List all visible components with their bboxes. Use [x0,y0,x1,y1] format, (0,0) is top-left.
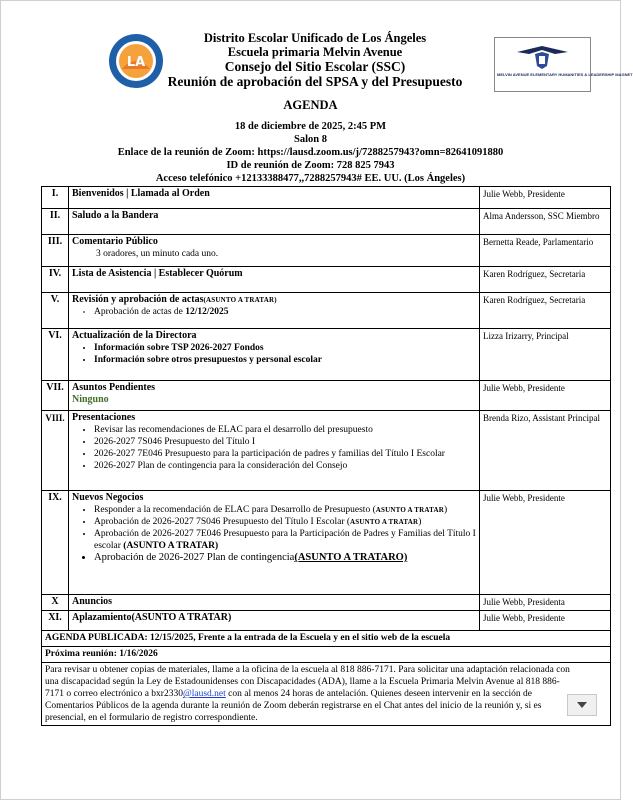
list-item: • Aprobación de 2026-2027 Plan de contingencia(ASUNTO A TRATARO) [94,552,476,564]
item-presenter: Bernetta Reade, Parlamentario [480,235,611,267]
item-title: Asuntos Pendientes [72,382,156,393]
list-item: • Aprobación de 2026-2027 7E046 Presupuesto para la Participación de Padres y Familias del Título I escolar (ASUNTO A TRATAR) [94,528,476,552]
item-title: Comentario Público [72,236,158,247]
zoom-id: ID de reunión de Zoom: 728 825 7943 [226,160,395,171]
published-notice: AGENDA PUBLICADA: 12/15/2025, Frente a la entrada de la Escuela y en el sitio web de la escuela [45,633,451,643]
item-number: VII. [42,381,69,411]
item-presenter: Brenda Rizo, Assistant Principal [480,411,611,491]
agenda-row [42,235,611,267]
agenda-row [42,293,611,329]
list-item: • 2026-2027 7E046 Presupuesto para la participación de padres y familias del Título I Escolar [94,448,476,460]
agenda-title: AGENDA [283,98,338,112]
item-title: Actualización de la Directora [72,330,197,341]
item-number: IV. [42,267,69,293]
item-number: II. [42,209,69,235]
item-title: Presentaciones [72,412,136,423]
item-title: Aplazamiento(ASUNTO A TRATAR) [72,612,232,623]
item-number: IX. [42,491,69,595]
list-item: • 2026-2027 7S046 Presupuesto del Título I [94,436,476,448]
agenda-row [42,267,611,293]
agenda-row [42,411,611,491]
agenda-row [42,329,611,381]
item-number: VIII. [42,411,69,491]
eagle-emblem-icon [515,44,570,70]
item-presenter: Julie Webb, Presidente [480,187,611,209]
action-item-tag: (ASUNTO A TRATAR) [203,296,277,304]
next-meeting-row [42,647,611,663]
item-presenter: Julie Webb, Presidenta [480,595,611,611]
list-item: • Revisar las recomendaciones de ELAC para el desarrollo del presupuesto [94,424,476,436]
meeting-date: 18 de diciembre de 2025, 2:45 PM [234,121,387,132]
dropdown-button[interactable] [567,694,597,716]
action-item-tag: (ASUNTO A TRATARO) [294,552,408,563]
agenda-row [42,187,611,209]
list-item: • Responder a la recomendación de ELAC para Desarrollo de Presupuesto (ASUNTO A TRATAR) [94,504,476,516]
published-row [42,631,611,647]
item-presenter: Lizza Irizarry, Principal [480,329,611,381]
item-detail: Ninguno [72,394,109,405]
item-presenter: Julie Webb, Presidente [480,611,611,631]
list-item: • 2026-2027 Plan de contingencia para la consideración del Consejo [94,460,476,472]
email-link[interactable]: @lausd.net [182,689,226,699]
item-presenter: Alma Andersson, SSC Miembro [480,209,611,235]
next-meeting: Próxima reunión: 1/16/2026 [45,649,158,659]
list-item: • Información sobre otros presupuestos y personal escolar [94,354,476,366]
item-bullets [72,424,476,472]
list-item: • Información sobre TSP 2026-2027 Fondos [94,342,476,354]
melvin-avenue-logo [494,37,633,92]
notice-row [42,663,611,726]
agenda-row [42,611,611,631]
meeting-title: Reunión de aprobación del SPSA y del Presupuesto [167,74,463,89]
item-title: Saludo a la Bandera [72,210,159,221]
minutes-date: 12/12/2025 [185,307,229,317]
item-number: VI. [42,329,69,381]
district-name: Distrito Escolar Unificado de Los Ángeles [203,31,427,45]
phone-access: Acceso telefónico +12133388477,,7288257943# EE. UU. (Los Ángeles) [155,173,466,184]
item-number: XI. [42,611,69,631]
list-item: • Aprobación de actas de 12/12/2025 [94,306,476,318]
item-presenter: Karen Rodríguez, Secretaria [480,293,611,329]
zoom-link[interactable]: Enlace de la reunión de Zoom: https://lausd.zoom.us/j/7288257943?omn=82641091880 [117,147,504,158]
school-name: Escuela primaria Melvin Avenue [227,45,403,59]
item-presenter: Julie Webb, Presidente [480,491,611,595]
document-header [150,31,480,89]
council-name: Consejo del Sitio Escolar (SSC) [224,59,406,74]
item-bullets [72,306,476,318]
agenda-table [41,186,611,726]
meeting-info [0,120,621,185]
item-bullets [72,504,476,564]
meeting-room: Salon 8 [294,134,327,145]
item-title: Lista de Asistencia | Establecer Quórum [72,268,243,279]
item-title: Nuevos Negocios [72,492,144,503]
agenda-row [42,381,611,411]
item-number: V. [42,293,69,329]
agenda-row [42,209,611,235]
item-number: X [42,595,69,611]
accessibility-notice: Para revisar u obtener copias de materiales, llame a la oficina de la escuela al 818 886-7171. Para solicitar una adaptación relacionada con una discapacidad según la Ley de Estadounidenses con Discapacidades (ADA), llame a la Escuela Primaria Melvin Avenue al 818 886-7171 o correo electrónico a bxr2330@lausd.net con al menos 24 horas de antelación. Quienes deseen intervenir en la sección de Comentarios Públicos de la agenda durante la reunión de Zoom deberán registrarse en el Chat antes del inicio de la reunión y, si es presencial, en el formulario de registro correspondiente. [42,663,611,726]
item-number: I. [42,187,69,209]
item-title: Revisión y aprobación de actas [72,294,204,305]
item-presenter: Karen Rodríguez, Secretaria [480,267,611,293]
item-title: Anuncios [72,596,113,607]
agenda-row [42,595,611,611]
chevron-down-icon [576,701,588,709]
item-number: III. [42,235,69,267]
action-item-tag: (ASUNTO A TRATAR) [123,541,219,551]
logo-letters: LA [126,55,146,70]
item-bullets [72,342,476,366]
action-item-tag: ASUNTO A TRATAR [350,518,419,526]
item-title: Bienvenidos | Llamada al Orden [72,188,210,199]
list-item: • Aprobación de 2026-2027 7S046 Presupuesto del Título I Escolar (ASUNTO A TRATAR) [94,516,476,528]
item-presenter: Julie Webb, Presidente [480,381,611,411]
item-detail: 3 oradores, un minuto cada uno. [96,249,219,259]
agenda-row [42,491,611,595]
action-item-tag: ASUNTO A TRATAR [375,506,444,514]
logo-caption: MELVIN AVENUE ELEMENTARY HUMANITIES & LEADERSHIP MAGNET [497,72,633,77]
